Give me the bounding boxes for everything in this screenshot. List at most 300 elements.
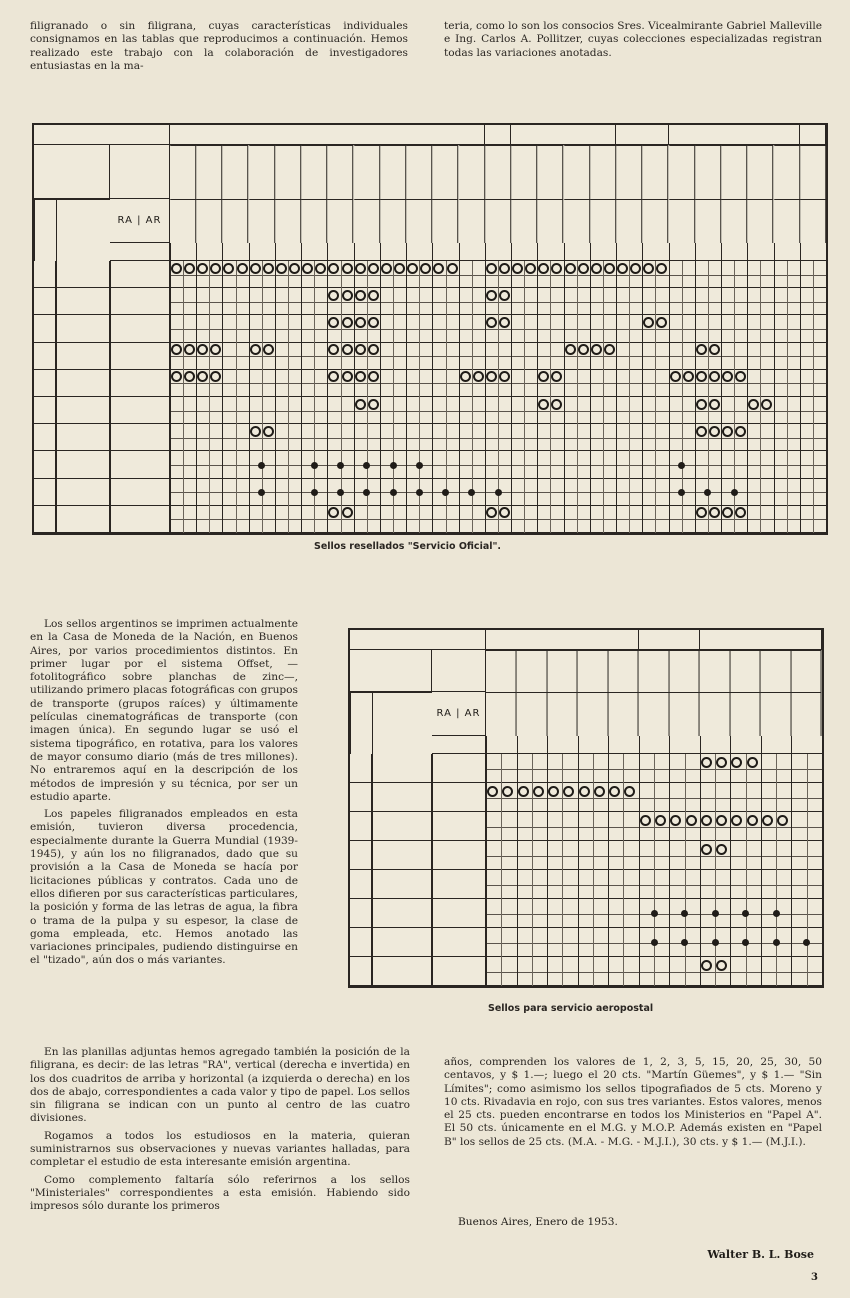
stamp-color — [406, 199, 432, 243]
watermark-mark — [656, 263, 667, 274]
watermark-mark — [355, 263, 366, 274]
stamp-color — [669, 199, 695, 243]
stamp-color — [761, 692, 792, 736]
watermark-mark — [594, 786, 605, 797]
watermark-mark — [747, 815, 758, 826]
no-watermark-dot — [712, 910, 719, 917]
stamp-color — [486, 692, 517, 736]
row-calidad — [372, 754, 432, 783]
row-letter — [350, 754, 372, 783]
row-calidad — [372, 812, 432, 841]
col-line — [511, 261, 512, 533]
watermark-mark — [250, 426, 261, 437]
no-watermark-dot — [773, 939, 780, 946]
watermark-mark — [263, 426, 274, 437]
stamp-value — [380, 243, 406, 261]
stamp-value — [486, 736, 517, 754]
tipo-label — [34, 199, 56, 261]
calidad-label — [372, 692, 432, 754]
watermark-mark — [460, 371, 471, 382]
no-watermark-dot — [416, 462, 423, 469]
col-line — [432, 261, 433, 533]
watermark-mark — [624, 786, 635, 797]
paragraph: Los sellos argentinos se imprimen actualmente en la Casa de Moneda de la Nación, en Buenos Aires, por varios procedimientos distintos. En primer lugar por el sistema Offset, —fotolitográfico sobre planchas de zinc—, utilizando primero placas fotográficas con grupos de transporte (grupos raíces) y últimamente películas cinematográficas de transporte (con imagen única). En segundo lugar se usó el sistema tipográfico, en rotativa, para los valores de mayor consumo diario (más de tres millones). No entraremos aquí en la descripción de los métodos de impresión y su técnica, por ser un estudio aparte. — [30, 618, 298, 803]
stamp-value — [730, 736, 761, 754]
watermark-mark — [609, 786, 620, 797]
watermark-mark — [716, 960, 727, 971]
watermark-mark — [184, 263, 195, 274]
stamp-name — [537, 145, 563, 199]
col-line — [774, 261, 775, 533]
watermark-mark — [197, 263, 208, 274]
letra-label — [110, 243, 170, 261]
paragraph: Rogamos a todos los estudiosos en la materia, quieran suministrarnos sus observaciones y nuevas variantes halladas, para completar el estudio de esta interesante emisión argentina. — [30, 1129, 410, 1169]
watermark-mark — [604, 344, 615, 355]
col-line — [695, 261, 696, 533]
col-line — [537, 261, 538, 533]
col-midline — [685, 754, 686, 986]
table-servicio-oficial — [32, 123, 828, 535]
paragraph: Los papeles filigranados empleados en esta emisión, tuvieron diversa procedencia, especialmente durante la Guerra Mundial (1939-1945), y aún los no filigranados, dado que su provisión a la Casa de Moneda se hacía por licitaciones públicas y contratos. Cada uno de ellos difieren por sus características particulares, la posición y forma de las letras de agua, la fibra o trama de la pulpa y su espesor, la clase de goma empleada, etc. Hemos anotado las variaciones principales, pudiendo distinguirse en el "tizado", aún dos o más variantes. — [30, 808, 298, 967]
row-filigrana — [110, 343, 170, 370]
watermark-mark — [762, 815, 773, 826]
col-line — [196, 261, 197, 533]
watermark-mark — [328, 507, 339, 518]
watermark-mark — [250, 263, 261, 274]
col-line — [700, 754, 701, 986]
watermark-mark — [591, 263, 602, 274]
row-calidad — [56, 261, 110, 288]
text-mid-left — [30, 618, 298, 972]
label-col-line — [56, 261, 57, 533]
watermark-mark — [368, 290, 379, 301]
papel-label — [350, 650, 432, 692]
paragraph: años, comprenden los valores de 1, 2, 3, 5, 15, 20, 25, 30, 50 centavos, y $ 1.—; luego el 20 cts. "Martín Güemes", y $ 1.— "Sin Límites"; como asimismo los sellos tipografiados de 5 cts. Moreno y 10 cts. Rivadavia en rojo, con sus tres variantes. Estos valores, menos el 25 cts. pueden encontrarse en todos los Ministerios en "Papel A". El 50 cts. únicamente en el M.G. y M.O.P. Además existen en "Papel B" los sellos de 25 cts. (M.A. - M.G. - M.J.I.), 30 cts. y $ 1.— (M.J.I.). — [444, 1056, 822, 1148]
watermark-mark — [184, 371, 195, 382]
watermark-mark — [342, 507, 353, 518]
paragraph: En las planillas adjuntas hemos agregado también la posición de la filigrana, es decir: de las letras "RA", vertical (derecha e invertida) en los dos cuadritos de arriba y horizontal (a izquierda o derecha) en los dos de abajo, correspondientes a cada valor y tipo de papel. Los sellos sin filigrana se indican con un punto al centro de las cuatro divisiones. — [30, 1046, 410, 1125]
stamp-value — [578, 736, 609, 754]
col-midline — [577, 261, 578, 533]
stamp-value — [800, 243, 826, 261]
impresion-group — [170, 125, 485, 145]
row-letter — [34, 261, 56, 288]
watermark-mark — [263, 344, 274, 355]
watermark-mark — [696, 507, 707, 518]
row-calidad — [56, 397, 110, 424]
watermark-mark — [686, 815, 697, 826]
stamp-value — [669, 243, 695, 261]
watermark-mark — [565, 263, 576, 274]
watermark-mark — [499, 371, 510, 382]
watermark-mark — [420, 263, 431, 274]
watermark-mark — [499, 263, 510, 274]
stamp-name — [590, 145, 616, 199]
stamp-value — [700, 736, 731, 754]
col-midline — [715, 754, 716, 986]
row-letter — [350, 899, 372, 928]
col-line — [590, 261, 591, 533]
stamp-value — [249, 243, 275, 261]
stamp-name — [249, 145, 275, 199]
stamp-color — [721, 199, 747, 243]
col-line — [761, 754, 762, 986]
watermark-mark — [735, 426, 746, 437]
stamp-value — [517, 736, 548, 754]
col-line — [730, 754, 731, 986]
no-watermark-dot — [363, 462, 370, 469]
watermark-mark — [731, 757, 742, 768]
stamp-name — [275, 145, 301, 199]
col-line — [800, 261, 801, 533]
no-watermark-dot — [704, 489, 711, 496]
row-letter — [34, 397, 56, 424]
stamp-name — [774, 145, 800, 199]
col-line — [721, 261, 722, 533]
watermark-mark — [709, 426, 720, 437]
stamp-name — [761, 650, 792, 692]
letra-label — [432, 736, 486, 754]
stamp-name — [222, 145, 248, 199]
stamp-color — [747, 199, 773, 243]
stamp-name — [547, 650, 578, 692]
impresion-group — [800, 125, 826, 145]
row-filigrana — [110, 506, 170, 533]
stamp-value — [354, 243, 380, 261]
row-filigrana — [110, 451, 170, 478]
watermark-mark — [499, 290, 510, 301]
stamp-color — [170, 199, 196, 243]
watermark-mark — [433, 263, 444, 274]
col-midline — [183, 261, 184, 533]
watermark-mark — [735, 507, 746, 518]
stamp-name — [517, 650, 548, 692]
watermark-mark — [722, 426, 733, 437]
place-date: Buenos Aires, Enero de 1953. — [458, 1216, 618, 1228]
watermark-mark — [171, 344, 182, 355]
row-filigrana — [110, 479, 170, 506]
stamp-value — [406, 243, 432, 261]
watermark-mark — [171, 263, 182, 274]
col-line — [669, 754, 670, 986]
row-filigrana — [432, 812, 486, 841]
row-letter — [34, 315, 56, 342]
row-line — [350, 985, 822, 986]
stamp-color — [249, 199, 275, 243]
impresion-group — [669, 125, 800, 145]
watermark-mark — [701, 844, 712, 855]
stamp-name — [616, 145, 642, 199]
watermark-mark — [210, 263, 221, 274]
watermark-mark — [342, 290, 353, 301]
stamp-value — [547, 736, 578, 754]
col-midline — [787, 261, 788, 533]
watermark-mark — [250, 344, 261, 355]
signature: Walter B. L. Bose — [707, 1248, 814, 1261]
watermark-mark — [355, 290, 366, 301]
stamp-name — [486, 650, 517, 692]
watermark-mark — [747, 757, 758, 768]
watermark-mark — [709, 371, 720, 382]
stamp-value — [301, 243, 327, 261]
watermark-mark — [525, 263, 536, 274]
watermark-mark — [486, 290, 497, 301]
watermark-mark — [591, 344, 602, 355]
impresion-group — [639, 630, 700, 650]
row-letter — [34, 479, 56, 506]
stamp-value — [459, 243, 485, 261]
row-calidad — [56, 288, 110, 315]
watermark-mark — [538, 263, 549, 274]
stamp-value — [774, 243, 800, 261]
no-watermark-dot — [442, 489, 449, 496]
watermark-mark — [342, 317, 353, 328]
stamp-name — [791, 650, 822, 692]
watermark-mark — [210, 371, 221, 382]
watermark-mark — [643, 317, 654, 328]
row-calidad — [372, 899, 432, 928]
stamp-value — [222, 243, 248, 261]
stamp-name — [639, 650, 670, 692]
col-line — [564, 261, 565, 533]
watermark-mark — [499, 317, 510, 328]
no-watermark-dot — [803, 939, 810, 946]
watermark-mark — [328, 317, 339, 328]
no-watermark-dot — [773, 910, 780, 917]
paragraph: filigranado o sin filigrana, cuyas características individuales consignamos en las tablas que reproducimos a continuación. Hemos realizado este trabajo con la colaboración de investigadores entusiastas en la ma- — [30, 20, 408, 72]
stamp-name — [301, 145, 327, 199]
stamp-color — [517, 692, 548, 736]
watermark-mark — [355, 317, 366, 328]
row-calidad — [372, 928, 432, 957]
row-calidad — [56, 451, 110, 478]
watermark-mark — [328, 344, 339, 355]
no-watermark-dot — [390, 489, 397, 496]
col-midline — [654, 754, 655, 986]
label-col-line — [432, 754, 433, 986]
row-letter — [350, 957, 372, 986]
col-line — [301, 261, 302, 533]
stamp-color — [564, 199, 590, 243]
stamp-color — [327, 199, 353, 243]
watermark-mark — [643, 263, 654, 274]
tipo-label — [350, 692, 372, 754]
watermark-mark — [368, 263, 379, 274]
stamp-color — [730, 692, 761, 736]
watermark-mark — [655, 815, 666, 826]
row-letter — [350, 841, 372, 870]
row-calidad — [56, 315, 110, 342]
no-watermark-dot — [311, 489, 318, 496]
row-filigrana — [110, 315, 170, 342]
no-watermark-dot — [678, 462, 685, 469]
col-line — [822, 754, 823, 986]
row-filigrana — [432, 957, 486, 986]
row-letter — [34, 424, 56, 451]
col-line — [249, 261, 250, 533]
watermark-mark — [563, 786, 574, 797]
row-filigrana — [432, 841, 486, 870]
col-line — [459, 261, 460, 533]
watermark-mark — [486, 263, 497, 274]
stamp-value — [747, 243, 773, 261]
stamp-value — [196, 243, 222, 261]
stamp-value — [327, 243, 353, 261]
row-filigrana — [110, 370, 170, 397]
watermark-mark — [302, 263, 313, 274]
row-letter — [350, 812, 372, 841]
row-calidad — [372, 957, 432, 986]
stamp-name — [695, 145, 721, 199]
watermark-mark — [551, 399, 562, 410]
col-line — [170, 261, 171, 533]
watermark-mark — [394, 263, 405, 274]
watermark-mark — [473, 371, 484, 382]
no-watermark-dot — [651, 939, 658, 946]
stamp-color — [791, 692, 822, 736]
stamp-name — [432, 145, 458, 199]
stamp-value — [695, 243, 721, 261]
col-line — [222, 261, 223, 533]
watermark-mark — [696, 371, 707, 382]
stamp-name — [800, 145, 826, 199]
stamp-value — [511, 243, 537, 261]
row-letter — [350, 870, 372, 899]
no-watermark-dot — [731, 489, 738, 496]
no-watermark-dot — [390, 462, 397, 469]
col-midline — [236, 261, 237, 533]
papel-label — [34, 145, 110, 199]
col-line — [327, 261, 328, 533]
watermark-mark — [696, 399, 707, 410]
stamp-name — [747, 145, 773, 199]
stamp-name — [721, 145, 747, 199]
paragraph: Como complemento faltaría sólo referirnos a los sellos "Ministeriales" correspondientes a esta emisión. Habiendo sido impresos sólo durante los primeros — [30, 1173, 410, 1213]
row-calidad — [56, 506, 110, 533]
watermark-mark — [761, 399, 772, 410]
page-number: 3 — [811, 1272, 818, 1283]
watermark-mark — [579, 786, 590, 797]
stamp-color — [537, 199, 563, 243]
stamp-color — [642, 199, 668, 243]
watermark-mark — [565, 344, 576, 355]
col-line — [380, 261, 381, 533]
ra-watermark-box: RA | AR — [110, 199, 170, 243]
watermark-mark — [701, 757, 712, 768]
row-calidad — [56, 479, 110, 506]
stamp-value — [791, 736, 822, 754]
impresion-group — [700, 630, 822, 650]
stamp-name — [354, 145, 380, 199]
no-watermark-dot — [258, 489, 265, 496]
no-watermark-dot — [495, 489, 502, 496]
stamp-color — [380, 199, 406, 243]
watermark-mark — [604, 263, 615, 274]
row-filigrana — [432, 870, 486, 899]
no-watermark-dot — [678, 489, 685, 496]
stamp-color — [275, 199, 301, 243]
watermark-mark — [630, 263, 641, 274]
col-midline — [813, 261, 814, 533]
col-midline — [776, 754, 777, 986]
text-bottom-left — [30, 1046, 410, 1218]
row-letter — [350, 928, 372, 957]
stamp-value — [669, 736, 700, 754]
watermark-mark — [486, 507, 497, 518]
stamp-value — [590, 243, 616, 261]
row-calidad — [372, 870, 432, 899]
no-watermark-dot — [311, 462, 318, 469]
no-watermark-dot — [416, 489, 423, 496]
col-midline — [807, 754, 808, 986]
col-line — [616, 261, 617, 533]
row-letter — [350, 783, 372, 812]
watermark-mark — [716, 815, 727, 826]
stamp-color — [222, 199, 248, 243]
row-filigrana — [432, 928, 486, 957]
watermark-mark — [197, 371, 208, 382]
watermark-mark — [731, 815, 742, 826]
stamp-name — [196, 145, 222, 199]
col-midline — [550, 261, 551, 533]
row-filigrana — [432, 783, 486, 812]
watermark-mark — [368, 317, 379, 328]
watermark-mark — [696, 426, 707, 437]
watermark-mark — [184, 344, 195, 355]
row-calidad — [372, 841, 432, 870]
col-line — [406, 261, 407, 533]
label-col-line — [372, 754, 373, 986]
row-filigrana — [110, 397, 170, 424]
watermark-mark — [538, 371, 549, 382]
row-letter — [34, 288, 56, 315]
impresion-label — [350, 630, 486, 650]
stamp-color — [800, 199, 826, 243]
watermark-mark — [328, 371, 339, 382]
watermark-mark — [551, 263, 562, 274]
row-letter — [34, 343, 56, 370]
stamp-value — [616, 243, 642, 261]
col-line — [747, 261, 748, 533]
watermark-mark — [578, 344, 589, 355]
stamp-name — [380, 145, 406, 199]
no-watermark-dot — [681, 910, 688, 917]
row-letter — [34, 451, 56, 478]
col-line — [642, 261, 643, 533]
watermark-mark — [328, 290, 339, 301]
stamp-value — [642, 243, 668, 261]
impresion-group — [616, 125, 668, 145]
stamp-name — [669, 145, 695, 199]
calidad-label — [56, 199, 110, 261]
row-filigrana — [110, 288, 170, 315]
stamp-name — [564, 145, 590, 199]
watermark-mark — [197, 344, 208, 355]
row-calidad — [372, 783, 432, 812]
watermark-mark — [355, 344, 366, 355]
col-line — [826, 261, 827, 533]
watermark-mark — [683, 371, 694, 382]
col-line — [485, 261, 486, 533]
watermark-mark — [342, 263, 353, 274]
text-bottom-right — [444, 1056, 822, 1153]
stamp-value — [761, 736, 792, 754]
watermark-mark — [276, 263, 287, 274]
watermark-mark — [263, 263, 274, 274]
col-midline — [746, 754, 747, 986]
no-watermark-dot — [468, 489, 475, 496]
col-line — [354, 261, 355, 533]
